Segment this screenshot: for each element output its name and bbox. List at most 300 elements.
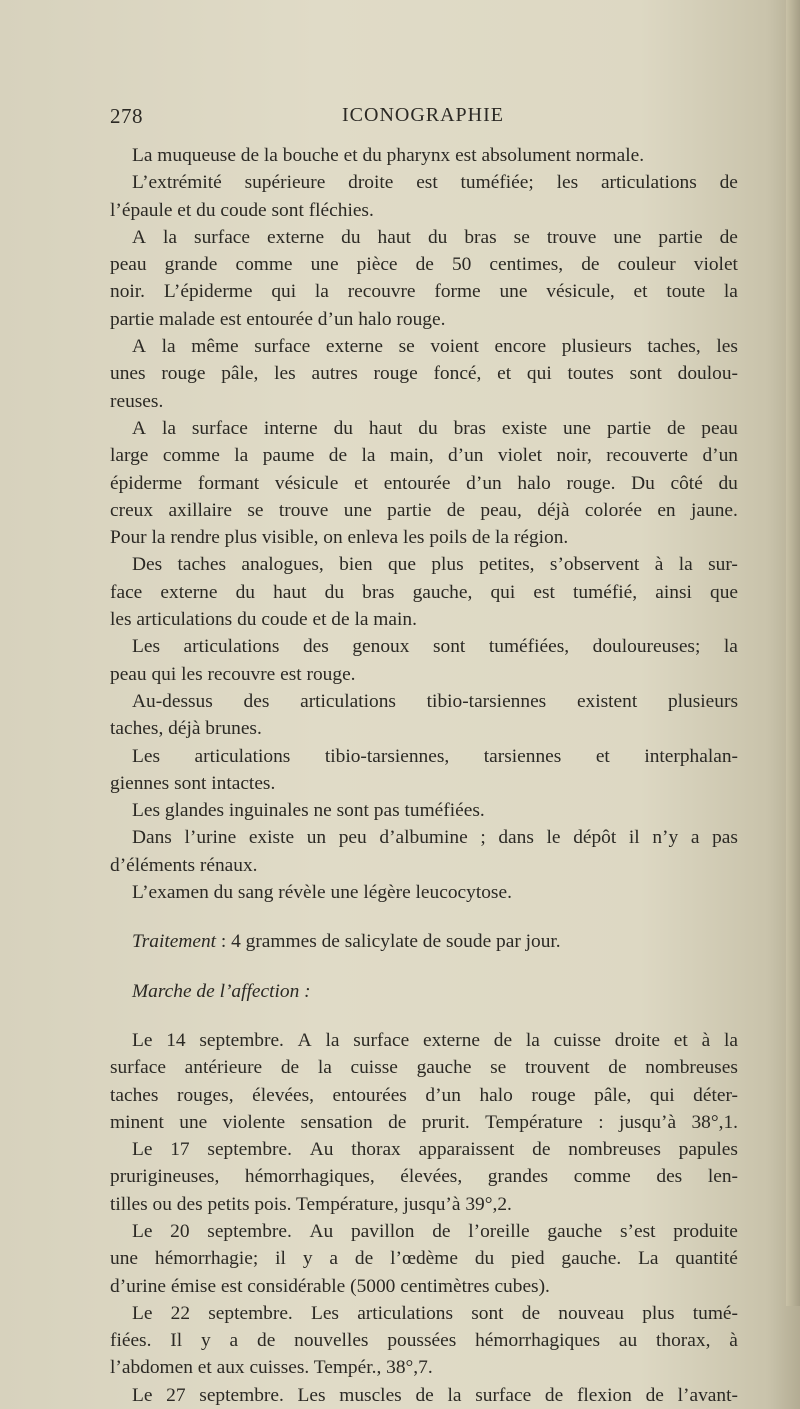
word: existent — [576, 690, 638, 712]
word: surface — [194, 226, 251, 248]
word: Au — [309, 1139, 334, 1161]
word: qui — [526, 363, 552, 385]
text-line — [110, 1136, 738, 1163]
word: A — [132, 417, 147, 439]
word: analogues, — [241, 554, 324, 576]
word: et — [354, 472, 369, 494]
word: septembre. — [199, 1029, 284, 1051]
word: de — [415, 1384, 434, 1406]
word: surface — [254, 336, 311, 358]
word: gauche, — [412, 581, 473, 603]
text-line — [110, 1382, 738, 1409]
line-text: les articulations du coude et de la main. — [110, 609, 417, 631]
word: trouve — [546, 226, 597, 248]
word: Des — [132, 554, 163, 576]
word: noir, — [556, 445, 592, 467]
word: A — [132, 226, 147, 248]
word: interne — [263, 417, 318, 439]
word: de — [521, 1302, 541, 1324]
word: des — [243, 690, 270, 712]
text-line — [110, 715, 738, 742]
word: len- — [707, 1166, 738, 1188]
word: une — [179, 1111, 208, 1133]
word: poussées — [387, 1330, 457, 1352]
word: cuisse — [350, 1057, 398, 1079]
word: externe — [422, 1029, 481, 1051]
word: grandes — [487, 1166, 549, 1188]
text-line — [110, 1354, 738, 1381]
word: surface — [353, 1029, 410, 1051]
word: bien — [339, 554, 373, 576]
word: du — [474, 1248, 495, 1270]
word: L’épiderme — [163, 281, 253, 303]
word: sur- — [708, 554, 738, 576]
word: Le — [132, 1029, 153, 1051]
word: forme — [434, 281, 481, 303]
word: élevées, — [400, 1166, 463, 1188]
word: produite — [673, 1220, 738, 1242]
word: et — [673, 1029, 688, 1051]
word: droite — [348, 172, 394, 194]
word: une — [110, 1248, 138, 1270]
word: la — [525, 1029, 540, 1051]
word: l’avant- — [677, 1384, 738, 1406]
word: douloureuses; — [592, 636, 701, 658]
word: colorée — [584, 499, 642, 521]
word: quantité — [675, 1248, 738, 1270]
word: des — [656, 1166, 683, 1188]
word: la — [325, 1029, 340, 1051]
text-line — [110, 1218, 738, 1245]
word: nouveau — [558, 1302, 624, 1324]
text-line — [110, 388, 738, 415]
word: dépôt — [573, 827, 617, 849]
word: les — [274, 363, 296, 385]
word: hémorrhagiques, — [244, 1166, 375, 1188]
word: rouge. — [566, 472, 616, 494]
word: Le — [132, 1220, 153, 1242]
word: sont — [629, 363, 662, 385]
word: s’est — [619, 1220, 656, 1242]
word: minent — [110, 1111, 164, 1133]
word: est — [416, 172, 438, 194]
word: bras — [453, 417, 486, 439]
traitement-text: : 4 grammes de salicylate de soude par jour. — [216, 931, 561, 953]
word: taches, — [647, 336, 701, 358]
word: thorax, — [656, 1330, 711, 1352]
text-line — [110, 852, 738, 879]
word: 22 — [170, 1302, 191, 1324]
word: taches — [110, 1084, 159, 1106]
word: Les — [310, 1302, 339, 1324]
word: nouvelles — [294, 1330, 369, 1352]
word: d’un — [702, 445, 738, 467]
word: sont — [433, 636, 466, 658]
word: l’oreille — [468, 1220, 530, 1242]
word: y — [201, 1330, 211, 1352]
word: bras — [362, 581, 395, 603]
word: entourées — [332, 1084, 407, 1106]
word: Les — [132, 745, 160, 767]
text-line — [110, 251, 738, 278]
word: que — [710, 581, 738, 603]
text-line — [110, 142, 738, 169]
word: plusieurs — [561, 336, 632, 358]
line-text: d’urine émise est considérable (5000 centimètres cubes). — [110, 1275, 550, 1297]
word: à — [701, 1029, 711, 1051]
text-line — [110, 1163, 738, 1190]
word: prurigineuses, — [110, 1166, 220, 1188]
word: vésicule — [274, 472, 339, 494]
word: trouve — [278, 499, 329, 521]
word: 17 — [170, 1139, 190, 1161]
word: septembre. — [199, 1384, 284, 1406]
word: du — [718, 472, 738, 494]
running-title: ICONOGRAPHIE — [342, 104, 504, 126]
text-line — [110, 797, 738, 824]
line-text: l’épaule et du coude sont fléchies. — [110, 199, 374, 221]
word: taches — [177, 554, 226, 576]
word: haut — [377, 226, 411, 248]
word: gauche. — [561, 1248, 622, 1270]
word: la — [723, 281, 738, 303]
word: nombreuses — [645, 1057, 738, 1079]
word: creux — [110, 499, 154, 521]
word: épiderme — [110, 472, 183, 494]
word: plusieurs — [667, 690, 738, 712]
word: 20 — [170, 1220, 190, 1242]
word: articulations — [194, 745, 291, 767]
word: foncé, — [433, 363, 482, 385]
word: ainsi — [655, 581, 692, 603]
traitement-label: Traitement — [132, 931, 217, 953]
text-line — [110, 1300, 738, 1327]
word: halo — [517, 472, 551, 494]
word: trouvent — [524, 1057, 590, 1079]
word: sont — [471, 1302, 504, 1324]
word: Le — [132, 1139, 153, 1161]
word: A — [132, 336, 147, 358]
word: il — [275, 1248, 286, 1270]
word: une — [310, 254, 339, 276]
line-text: giennes sont intactes. — [110, 772, 276, 794]
word: 14 — [166, 1029, 186, 1051]
word: violente — [222, 1111, 286, 1133]
word: tuméfié, — [573, 581, 638, 603]
word: côté — [670, 472, 703, 494]
word: en — [657, 499, 676, 521]
text-line — [110, 306, 738, 333]
word: de — [493, 1029, 513, 1051]
word: Au-dessus — [132, 690, 213, 712]
running-header — [110, 104, 730, 134]
text-line — [110, 743, 738, 770]
word: comme — [235, 254, 293, 276]
word: de — [415, 254, 434, 276]
word: de — [532, 1139, 551, 1161]
word: nombreuses — [568, 1139, 661, 1161]
word: cuisse — [553, 1029, 602, 1051]
text-line — [110, 169, 738, 196]
word: tumé- — [692, 1302, 738, 1324]
word: de — [608, 1057, 627, 1079]
word: déjà — [537, 499, 570, 521]
word: formant — [197, 472, 260, 494]
word: pas — [712, 827, 738, 849]
word: s’observent — [549, 554, 640, 576]
line-text: La muqueuse de la bouche et du pharynx est absolument normale. — [132, 145, 645, 166]
word: paume — [262, 445, 315, 467]
word: gauche — [416, 1057, 472, 1079]
word: supérieure — [244, 172, 326, 194]
word: la — [723, 636, 738, 658]
word: sensation — [300, 1111, 373, 1133]
word: de — [257, 1330, 276, 1352]
word: tuméfiée; — [460, 172, 534, 194]
word: la — [314, 281, 329, 303]
text-line — [110, 333, 738, 360]
word: du — [333, 417, 353, 439]
word: la — [361, 445, 376, 467]
text-line — [110, 470, 738, 497]
word: d’un — [466, 472, 502, 494]
word: articulations — [357, 1302, 454, 1324]
word: Le — [132, 1384, 153, 1406]
word: la — [678, 554, 693, 576]
line-text: taches, déjà brunes. — [110, 718, 262, 740]
word: articulations — [300, 690, 396, 712]
word: de — [280, 1057, 300, 1079]
word: est — [533, 581, 555, 603]
word: les — [556, 172, 579, 194]
word: couleur — [617, 254, 676, 276]
word: de — [581, 254, 600, 276]
text-line — [110, 633, 738, 660]
word: Au — [309, 1220, 334, 1242]
line-text: partie malade est entourée d’un halo rouge. — [110, 308, 446, 330]
word: se — [398, 336, 415, 358]
word: prurit. — [421, 1111, 470, 1133]
word: tuméfiées, — [488, 636, 570, 658]
word: pied — [511, 1248, 545, 1270]
word: d’un — [425, 1084, 461, 1106]
text-line — [110, 661, 738, 688]
text-line — [110, 1245, 738, 1272]
word: même — [191, 336, 239, 358]
word: existe — [501, 417, 548, 439]
line-text: Pour la rendre plus visible, on enleva les poils de la région. — [110, 527, 569, 549]
word: peu — [338, 827, 367, 849]
word: comme — [162, 445, 220, 467]
word: de — [719, 172, 738, 194]
word: a — [690, 827, 700, 849]
word: recouvre — [347, 281, 416, 303]
word: la — [163, 226, 178, 248]
word: La — [638, 1248, 659, 1270]
word: la — [161, 336, 176, 358]
text-line — [110, 606, 738, 633]
text-line — [110, 524, 738, 551]
line-text: peau qui les recouvre est rouge. — [110, 663, 356, 685]
word: articulations — [600, 172, 697, 194]
word: papules — [678, 1139, 738, 1161]
marche-label: Marche de l’affection : — [132, 980, 311, 1002]
word: grande — [164, 254, 218, 276]
word: a — [229, 1330, 239, 1352]
word: de — [719, 226, 738, 248]
word: pâle, — [594, 1084, 632, 1106]
word: tarsiennes — [483, 745, 562, 767]
word: fiées. — [110, 1330, 152, 1352]
word: Dans — [132, 827, 172, 849]
word: voient — [430, 336, 479, 358]
word: vésicule, — [546, 281, 615, 303]
word: A — [297, 1029, 312, 1051]
word: surface — [475, 1384, 532, 1406]
word: : — [598, 1111, 604, 1133]
page-binding-edge — [786, 0, 800, 1306]
word: pièce — [356, 254, 398, 276]
page-body — [110, 142, 738, 1409]
word: halo — [479, 1084, 513, 1106]
word: gauche — [547, 1220, 603, 1242]
word: pâle, — [221, 363, 259, 385]
word: une — [613, 226, 642, 248]
word: surface — [110, 1057, 166, 1079]
observation-paragraphs — [110, 142, 738, 906]
word: que — [387, 554, 416, 576]
traitement-line — [110, 928, 738, 955]
word: violet — [497, 445, 543, 467]
word: peau, — [480, 499, 522, 521]
word: unes — [110, 363, 146, 385]
word: L’extrémité — [132, 172, 222, 194]
text-line — [110, 1273, 738, 1300]
text-line — [110, 1109, 738, 1136]
text-line — [110, 497, 738, 524]
word: déter- — [693, 1084, 738, 1106]
word: encore — [494, 336, 547, 358]
word: rouge — [531, 1084, 576, 1106]
word: du — [418, 417, 438, 439]
word: a — [329, 1248, 339, 1270]
word: haut — [273, 581, 307, 603]
text-line — [110, 197, 738, 224]
word: comme — [573, 1166, 631, 1188]
word: toutes — [567, 363, 614, 385]
word: il — [628, 827, 640, 849]
word: 27 — [166, 1384, 186, 1406]
word: tibio-tarsiennes, — [324, 745, 450, 767]
text-line — [110, 442, 738, 469]
word: hémorrhagie; — [154, 1248, 259, 1270]
text-line — [110, 415, 738, 442]
word: partie — [658, 226, 703, 248]
word: et — [497, 363, 512, 385]
word: qui — [271, 281, 297, 303]
word: bras — [464, 226, 497, 248]
word: une — [563, 417, 591, 439]
word: large — [110, 445, 149, 467]
word: du — [324, 581, 345, 603]
word: la — [161, 417, 176, 439]
word: partie — [387, 499, 432, 521]
word: septembre. — [207, 1139, 292, 1161]
word: rouges, — [177, 1084, 234, 1106]
word: les — [716, 336, 738, 358]
word: de — [645, 1384, 664, 1406]
text-line — [110, 1082, 738, 1109]
text-line — [110, 879, 738, 906]
word: de — [432, 1220, 451, 1242]
word: recouverte — [606, 445, 689, 467]
word: doulou- — [677, 363, 738, 385]
line-text: reuses. — [110, 390, 164, 412]
text-line — [110, 1327, 738, 1354]
word: Température — [485, 1111, 583, 1133]
word: un — [306, 827, 327, 849]
page-number: 278 — [110, 104, 143, 128]
word: violet — [693, 254, 738, 276]
word: rouge — [373, 363, 418, 385]
word: existe — [248, 827, 295, 849]
word: jusqu’à — [618, 1111, 677, 1133]
word: 38°,1. — [691, 1111, 738, 1133]
word: axillaire — [168, 499, 232, 521]
word: Les — [132, 636, 160, 658]
word: face — [110, 581, 143, 603]
line-text: tilles ou des petits pois. Température, jusqu’à 39°,2. — [110, 1193, 512, 1215]
daily-progress-paragraphs — [110, 1027, 738, 1409]
text-line — [110, 1054, 738, 1081]
word: externe — [325, 336, 383, 358]
word: de — [544, 1384, 564, 1406]
marche-heading — [110, 978, 738, 1005]
word: interphalan- — [644, 745, 738, 767]
word: plus — [642, 1302, 675, 1324]
word: apparaissent — [418, 1139, 515, 1161]
word: des — [302, 636, 329, 658]
word: noir. — [110, 281, 146, 303]
line-text: Les glandes inguinales ne sont pas tuméfiées. — [132, 800, 485, 822]
word: se — [513, 226, 530, 248]
word: Du — [631, 472, 655, 494]
word: centimes, — [489, 254, 564, 276]
word: antérieure — [184, 1057, 263, 1079]
word: externe — [267, 226, 325, 248]
word: qui — [649, 1084, 675, 1106]
line-text: l’abdomen et aux cuisses. Tempér., 38°,7. — [110, 1357, 433, 1379]
line-text: L’examen du sang révèle une légère leucocytose. — [132, 882, 512, 904]
word: tibio-tarsiennes — [426, 690, 547, 712]
text-line — [110, 824, 738, 851]
word: de — [446, 499, 465, 521]
word: genoux — [352, 636, 410, 658]
text-line — [110, 1191, 738, 1218]
word: rouge — [161, 363, 206, 385]
word: une — [499, 281, 528, 303]
word: la — [317, 1057, 332, 1079]
word: Le — [132, 1302, 153, 1324]
word: d’un — [447, 445, 484, 467]
word: à — [729, 1330, 738, 1352]
word: l’œdème — [390, 1248, 458, 1270]
text-line — [110, 688, 738, 715]
word: 50 — [451, 254, 472, 276]
word: l’urine — [184, 827, 237, 849]
word: jaune. — [691, 499, 738, 521]
word: d’albumine — [379, 827, 468, 849]
